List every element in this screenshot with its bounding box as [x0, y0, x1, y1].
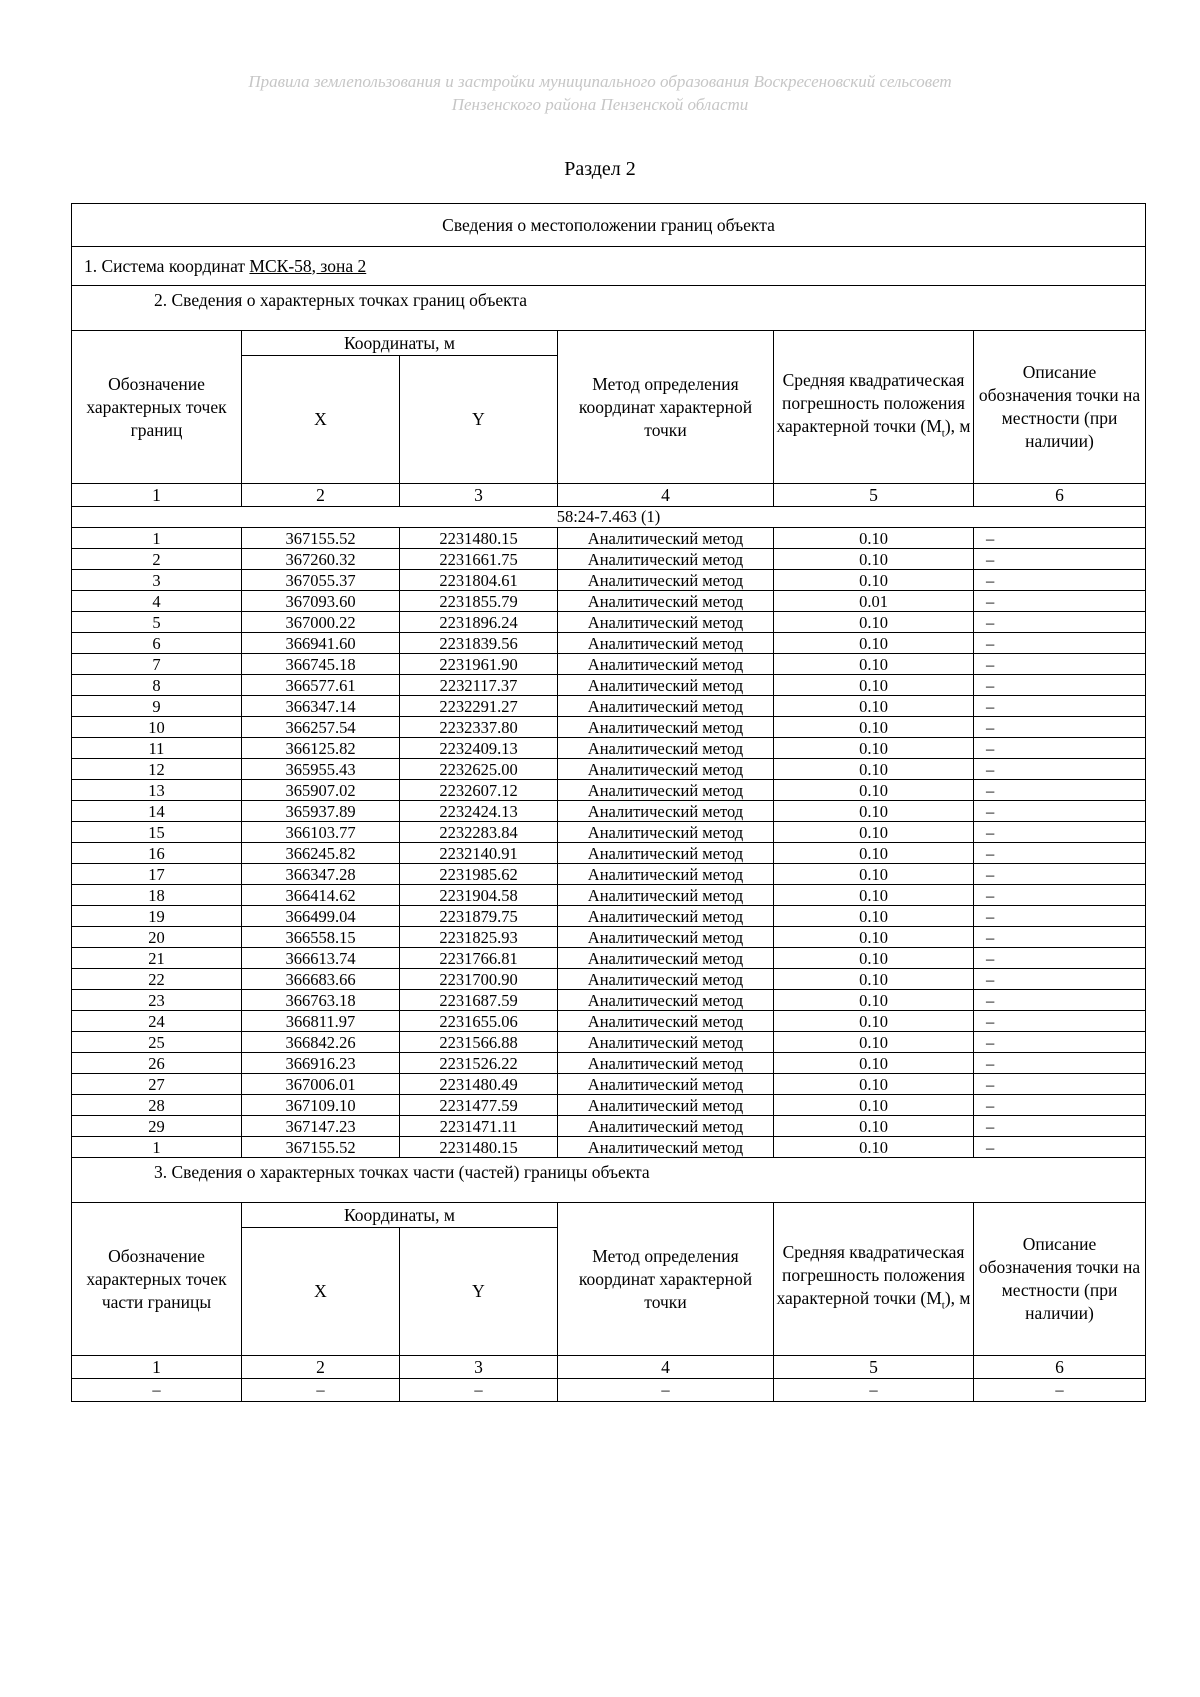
point-x: 366916.23 [242, 1053, 400, 1074]
point-description: – [974, 1074, 1146, 1095]
point-number: 19 [72, 906, 242, 927]
point-x: 367155.52 [242, 528, 400, 549]
point-number: 26 [72, 1053, 242, 1074]
point-description: – [974, 633, 1146, 654]
point-x: 366414.62 [242, 885, 400, 906]
point-number: 29 [72, 1116, 242, 1137]
point-method: Аналитический метод [558, 1116, 774, 1137]
point-method: Аналитический метод [558, 549, 774, 570]
point-x: 366347.14 [242, 696, 400, 717]
point-description: – [974, 1011, 1146, 1032]
point-method: Аналитический метод [558, 990, 774, 1011]
point-y: 2231904.58 [400, 885, 558, 906]
point-description: – [974, 927, 1146, 948]
point-number: 13 [72, 780, 242, 801]
point-number: 15 [72, 822, 242, 843]
point-x: 366577.61 [242, 675, 400, 696]
point-number: 27 [72, 1074, 242, 1095]
col-y: Y [400, 356, 558, 484]
col-number-2: 2 [242, 484, 400, 507]
point-y: 2232283.84 [400, 822, 558, 843]
point-y: 2231526.22 [400, 1053, 558, 1074]
point-number: 6 [72, 633, 242, 654]
point-method: Аналитический метод [558, 675, 774, 696]
point-error: 0.10 [774, 906, 974, 927]
point-method: Аналитический метод [558, 885, 774, 906]
point-y: 2231766.81 [400, 948, 558, 969]
s3-col-point-designation: Обозначение характерных точек части границы [72, 1203, 242, 1356]
point-method: Аналитический метод [558, 843, 774, 864]
s3-col-error-sub: t [941, 1299, 945, 1312]
point-y: 2232337.80 [400, 717, 558, 738]
point-description: – [974, 696, 1146, 717]
point-error: 0.10 [774, 759, 974, 780]
point-error: 0.10 [774, 696, 974, 717]
table-row [72, 570, 1146, 591]
col-number-5: 5 [774, 484, 974, 507]
point-method: Аналитический метод [558, 696, 774, 717]
point-error: 0.10 [774, 864, 974, 885]
col-coordinates: Координаты, м [242, 331, 558, 356]
table-row [72, 990, 1146, 1011]
point-description: – [974, 717, 1146, 738]
point-description: – [974, 1053, 1146, 1074]
point-number: 14 [72, 801, 242, 822]
point-description: – [974, 822, 1146, 843]
point-y: 2231879.75 [400, 906, 558, 927]
point-error: 0.10 [774, 1011, 974, 1032]
table-row [72, 843, 1146, 864]
table-row [72, 864, 1146, 885]
table-row [72, 1116, 1146, 1137]
point-description: – [974, 906, 1146, 927]
col-description: Описание обозначения точки на местности (при наличии) [974, 331, 1146, 484]
point-description: – [974, 864, 1146, 885]
point-error: 0.10 [774, 738, 974, 759]
point-y: 2232607.12 [400, 780, 558, 801]
table-row [72, 1095, 1146, 1116]
s3-empty-cell: – [72, 1379, 242, 1402]
point-x: 366257.54 [242, 717, 400, 738]
section-3-title: 3. Сведения о характерных точках части (частей) границы объекта [72, 1158, 1146, 1203]
point-x: 366763.18 [242, 990, 400, 1011]
point-number: 8 [72, 675, 242, 696]
point-y: 2231961.90 [400, 654, 558, 675]
point-description: – [974, 1116, 1146, 1137]
point-error: 0.10 [774, 528, 974, 549]
point-method: Аналитический метод [558, 1074, 774, 1095]
point-error: 0.10 [774, 1053, 974, 1074]
table-row [72, 738, 1146, 759]
point-method: Аналитический метод [558, 948, 774, 969]
point-description: – [974, 612, 1146, 633]
col-method: Метод определения координат характерной точки [558, 331, 774, 484]
point-error: 0.10 [774, 633, 974, 654]
point-error: 0.10 [774, 717, 974, 738]
point-error: 0.01 [774, 591, 974, 612]
point-number: 23 [72, 990, 242, 1011]
col-number-1: 1 [72, 484, 242, 507]
point-number: 18 [72, 885, 242, 906]
point-error: 0.10 [774, 780, 974, 801]
table-row [72, 633, 1146, 654]
point-method: Аналитический метод [558, 822, 774, 843]
point-x: 366745.18 [242, 654, 400, 675]
point-method: Аналитический метод [558, 654, 774, 675]
point-error: 0.10 [774, 843, 974, 864]
point-description: – [974, 654, 1146, 675]
point-method: Аналитический метод [558, 591, 774, 612]
table-title: Сведения о местоположении границ объекта [72, 204, 1146, 247]
s3-empty-cell: – [974, 1379, 1146, 1402]
point-number: 16 [72, 843, 242, 864]
point-number: 22 [72, 969, 242, 990]
point-x: 367155.52 [242, 1137, 400, 1158]
point-x: 366103.77 [242, 822, 400, 843]
table-row [72, 1074, 1146, 1095]
document-header [0, 70, 1200, 116]
s3-col-error-unit: ), м [944, 1287, 971, 1308]
table-row [72, 885, 1146, 906]
col-number-6: 6 [974, 484, 1146, 507]
point-x: 367260.32 [242, 549, 400, 570]
table-row [72, 1053, 1146, 1074]
coordinate-system-value: МСК-58, зона 2 [249, 255, 367, 276]
boundary-table [71, 203, 1146, 1402]
point-method: Аналитический метод [558, 1032, 774, 1053]
point-x: 367006.01 [242, 1074, 400, 1095]
s3-col-number-6: 6 [974, 1356, 1146, 1379]
point-y: 2231471.11 [400, 1116, 558, 1137]
point-error: 0.10 [774, 969, 974, 990]
point-error: 0.10 [774, 1137, 974, 1158]
s3-empty-cell: – [774, 1379, 974, 1402]
point-x: 366811.97 [242, 1011, 400, 1032]
point-y: 2231855.79 [400, 591, 558, 612]
point-error: 0.10 [774, 948, 974, 969]
point-description: – [974, 738, 1146, 759]
point-x: 367093.60 [242, 591, 400, 612]
s3-col-error [774, 1203, 974, 1356]
point-description: – [974, 759, 1146, 780]
table-row [72, 948, 1146, 969]
table-row [72, 717, 1146, 738]
point-y: 2231477.59 [400, 1095, 558, 1116]
table-row [72, 906, 1146, 927]
point-number: 1 [72, 1137, 242, 1158]
col-x: X [242, 356, 400, 484]
point-method: Аналитический метод [558, 801, 774, 822]
point-error: 0.10 [774, 654, 974, 675]
header-line-2: Пензенского района Пензенской области [451, 95, 749, 114]
point-number: 7 [72, 654, 242, 675]
point-y: 2231661.75 [400, 549, 558, 570]
s3-col-number-4: 4 [558, 1356, 774, 1379]
table-row [72, 822, 1146, 843]
point-description: – [974, 948, 1146, 969]
header-line-1: Правила землепользования и застройки муниципального образования Воскресеновский сельсовет [248, 72, 952, 91]
point-y: 2232117.37 [400, 675, 558, 696]
point-y: 2232625.00 [400, 759, 558, 780]
point-y: 2232140.91 [400, 843, 558, 864]
point-y: 2231825.93 [400, 927, 558, 948]
point-method: Аналитический метод [558, 1095, 774, 1116]
point-method: Аналитический метод [558, 906, 774, 927]
point-number: 1 [72, 528, 242, 549]
point-error: 0.10 [774, 927, 974, 948]
point-x: 366941.60 [242, 633, 400, 654]
col-number-3: 3 [400, 484, 558, 507]
s3-col-y: Y [400, 1228, 558, 1356]
point-y: 2231480.15 [400, 1137, 558, 1158]
s3-col-coordinates: Координаты, м [242, 1203, 558, 1228]
point-y: 2231985.62 [400, 864, 558, 885]
point-x: 365937.89 [242, 801, 400, 822]
point-number: 2 [72, 549, 242, 570]
point-description: – [974, 675, 1146, 696]
table-row [72, 759, 1146, 780]
table-row [72, 528, 1146, 549]
point-description: – [974, 591, 1146, 612]
point-error: 0.10 [774, 1032, 974, 1053]
s3-col-number-1: 1 [72, 1356, 242, 1379]
point-number: 9 [72, 696, 242, 717]
point-x: 366125.82 [242, 738, 400, 759]
point-error: 0.10 [774, 1116, 974, 1137]
point-x: 366499.04 [242, 906, 400, 927]
col-point-designation: Обозначение характерных точек границ [72, 331, 242, 484]
col-error-unit: ), м [944, 415, 971, 436]
point-x: 366347.28 [242, 864, 400, 885]
point-description: – [974, 1032, 1146, 1053]
s3-empty-cell: – [242, 1379, 400, 1402]
s3-col-method: Метод определения координат характерной точки [558, 1203, 774, 1356]
table-row [72, 612, 1146, 633]
point-description: – [974, 549, 1146, 570]
point-y: 2231896.24 [400, 612, 558, 633]
point-description: – [974, 990, 1146, 1011]
table-row [72, 927, 1146, 948]
table-row [72, 549, 1146, 570]
point-x: 367109.10 [242, 1095, 400, 1116]
point-y: 2231687.59 [400, 990, 558, 1011]
point-method: Аналитический метод [558, 717, 774, 738]
col-error [774, 331, 974, 484]
point-error: 0.10 [774, 612, 974, 633]
point-x: 367055.37 [242, 570, 400, 591]
point-x: 366683.66 [242, 969, 400, 990]
point-y: 2231480.15 [400, 528, 558, 549]
point-description: – [974, 570, 1146, 591]
point-method: Аналитический метод [558, 969, 774, 990]
table-row [72, 1011, 1146, 1032]
point-error: 0.10 [774, 1074, 974, 1095]
point-number: 25 [72, 1032, 242, 1053]
point-description: – [974, 1137, 1146, 1158]
s3-col-number-5: 5 [774, 1356, 974, 1379]
table-row [72, 675, 1146, 696]
point-description: – [974, 1095, 1146, 1116]
s3-col-number-2: 2 [242, 1356, 400, 1379]
parcel-label: 58:24-7.463 (1) [72, 507, 1146, 528]
point-y: 2231655.06 [400, 1011, 558, 1032]
point-y: 2231480.49 [400, 1074, 558, 1095]
point-error: 0.10 [774, 990, 974, 1011]
point-y: 2231700.90 [400, 969, 558, 990]
point-x: 366842.26 [242, 1032, 400, 1053]
table-row [72, 696, 1146, 717]
point-error: 0.10 [774, 675, 974, 696]
point-y: 2231839.56 [400, 633, 558, 654]
table-row [72, 591, 1146, 612]
point-description: – [974, 528, 1146, 549]
point-number: 3 [72, 570, 242, 591]
point-x: 365955.43 [242, 759, 400, 780]
point-number: 10 [72, 717, 242, 738]
point-method: Аналитический метод [558, 528, 774, 549]
point-number: 11 [72, 738, 242, 759]
point-description: – [974, 801, 1146, 822]
point-method: Аналитический метод [558, 927, 774, 948]
col-number-4: 4 [558, 484, 774, 507]
s3-empty-cell: – [558, 1379, 774, 1402]
col-error-text: Средняя квадратическая погрешность положения характерной точки (M [776, 369, 965, 436]
point-method: Аналитический метод [558, 759, 774, 780]
point-number: 5 [72, 612, 242, 633]
point-description: – [974, 885, 1146, 906]
point-number: 12 [72, 759, 242, 780]
point-method: Аналитический метод [558, 1053, 774, 1074]
point-method: Аналитический метод [558, 1137, 774, 1158]
point-x: 367147.23 [242, 1116, 400, 1137]
point-number: 17 [72, 864, 242, 885]
coordinate-system-label: 1. Система координат [84, 255, 250, 276]
point-method: Аналитический метод [558, 780, 774, 801]
section-2-title: 2. Сведения о характерных точках границ объекта [72, 286, 1146, 331]
point-x: 366613.74 [242, 948, 400, 969]
point-number: 21 [72, 948, 242, 969]
point-description: – [974, 780, 1146, 801]
s3-col-x: X [242, 1228, 400, 1356]
table-row [72, 654, 1146, 675]
section-title: Раздел 2 [564, 158, 636, 180]
point-error: 0.10 [774, 549, 974, 570]
table-row [72, 969, 1146, 990]
point-method: Аналитический метод [558, 570, 774, 591]
point-error: 0.10 [774, 885, 974, 906]
point-number: 20 [72, 927, 242, 948]
point-description: – [974, 843, 1146, 864]
point-method: Аналитический метод [558, 1011, 774, 1032]
point-method: Аналитический метод [558, 633, 774, 654]
point-x: 367000.22 [242, 612, 400, 633]
table-row [72, 801, 1146, 822]
point-y: 2232409.13 [400, 738, 558, 759]
point-description: – [974, 969, 1146, 990]
point-error: 0.10 [774, 801, 974, 822]
point-method: Аналитический метод [558, 864, 774, 885]
point-x: 366558.15 [242, 927, 400, 948]
s3-col-description: Описание обозначения точки на местности (при наличии) [974, 1203, 1146, 1356]
point-x: 366245.82 [242, 843, 400, 864]
point-method: Аналитический метод [558, 738, 774, 759]
point-number: 28 [72, 1095, 242, 1116]
s3-col-error-text: Средняя квадратическая погрешность положения характерной точки (M [776, 1241, 965, 1308]
point-error: 0.10 [774, 822, 974, 843]
point-y: 2231566.88 [400, 1032, 558, 1053]
table-row [72, 1137, 1146, 1158]
point-number: 4 [72, 591, 242, 612]
point-error: 0.10 [774, 570, 974, 591]
point-method: Аналитический метод [558, 612, 774, 633]
point-y: 2232291.27 [400, 696, 558, 717]
table-row [72, 780, 1146, 801]
point-error: 0.10 [774, 1095, 974, 1116]
s3-empty-cell: – [400, 1379, 558, 1402]
point-y: 2232424.13 [400, 801, 558, 822]
col-error-sub: t [941, 427, 945, 440]
point-y: 2231804.61 [400, 570, 558, 591]
point-number: 24 [72, 1011, 242, 1032]
point-x: 365907.02 [242, 780, 400, 801]
coordinate-system [72, 247, 1146, 286]
table-row [72, 1032, 1146, 1053]
s3-col-number-3: 3 [400, 1356, 558, 1379]
